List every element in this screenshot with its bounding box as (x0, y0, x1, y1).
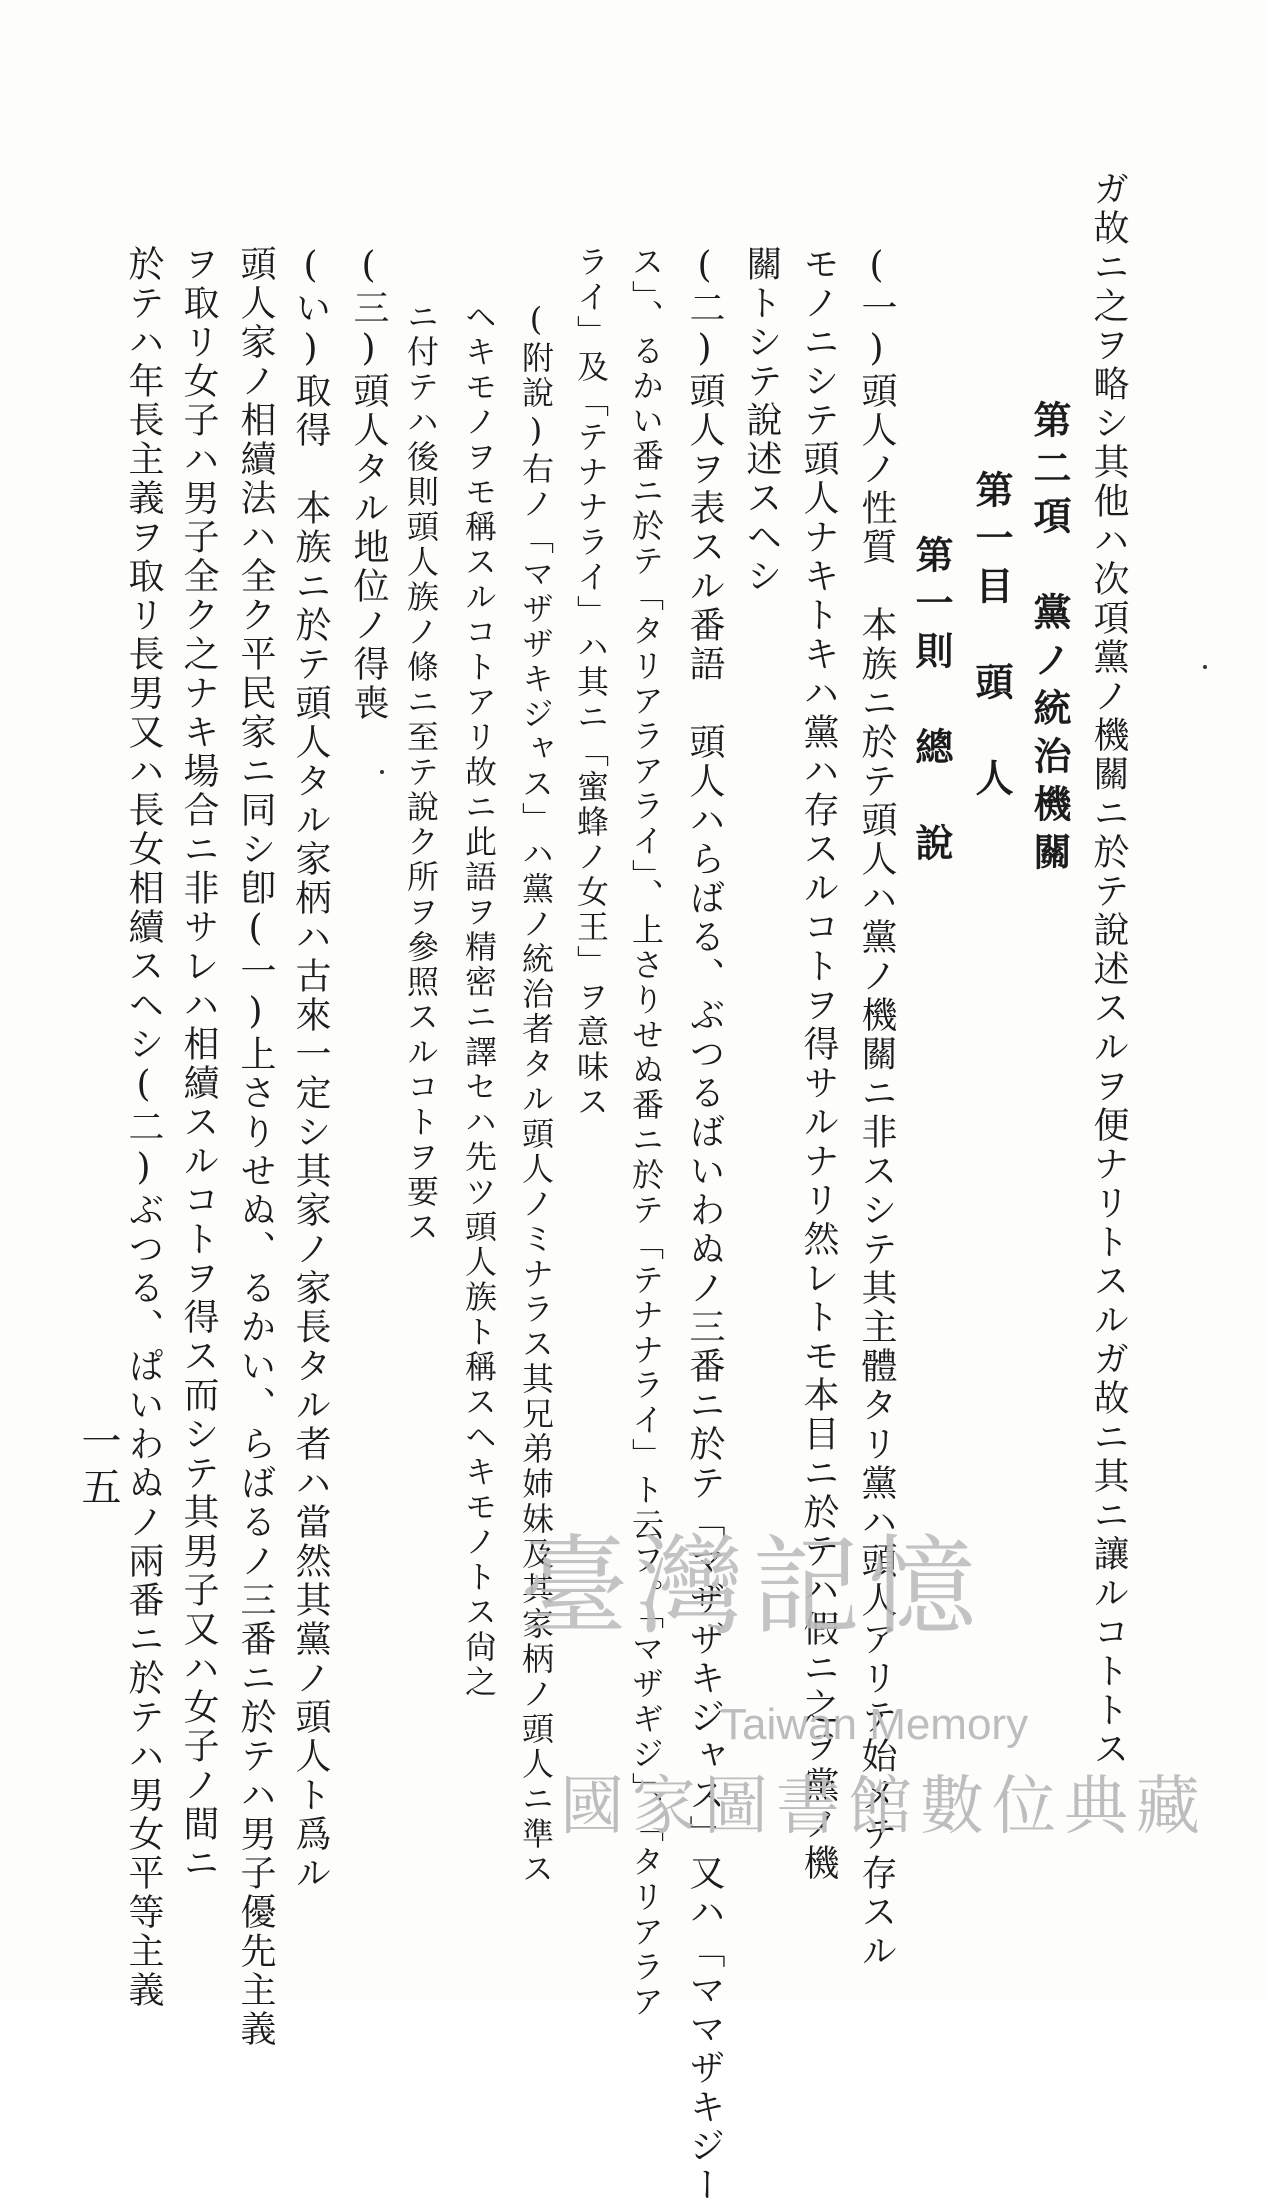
text-column-18: 於テハ年長主義ヲ取リ長男又ハ長女相續スヘシ(二)ぶつる、ぱいわぬノ兩番ニ於テハ男女平等主義 (123, 245, 164, 2010)
section-heading-rule: 第一則 總 說 (909, 535, 954, 871)
text-column-15: (い)取得 本族ニ於テ頭人タル家柄ハ古來一定シ其家ノ家長タル者ハ當然其黨ノ頭人ト爲ル (290, 245, 331, 1893)
print-speck (1203, 665, 1207, 669)
text-column-12: ヘキモノヲモ稱スルコトアリ故ニ此語ヲ精密ニ譯セハ先ツ頭人族ト稱スヘキモノトス尙之 (460, 300, 498, 1700)
text-column-6: モノニシテ頭人ナキトキハ黨ハ存スルコトヲ得サルナリ然レトモ本目ニ於テハ假ニ之ヲ黨ノ機 (798, 245, 839, 1883)
text-column-10: ライ」及「テナナライ」ハ其ニ「蜜蜂ノ女王」ヲ意味ス (572, 245, 610, 1120)
watermark-title: 臺灣記憶 (520, 1525, 985, 1650)
print-speck (380, 770, 384, 774)
text-column-16: 頭人家ノ相續法ハ全ク平民家ニ同シ卽(一)上さりせぬ、るかい、らばるノ三番ニ於テハ男子優先主義 (235, 245, 276, 2049)
watermark-library: 國家圖書館數位典藏 (560, 1770, 1208, 1844)
text-column-1: ガ故ニ之ヲ略シ其他ハ次項黨ノ機關ニ於テ說述スルヲ便ナリトスルガ故ニ其ニ讓ルコトトス (1088, 170, 1129, 1769)
text-column-14: (三)頭人タル地位ノ得喪 (348, 245, 389, 723)
text-column-9: ス」、るかい番ニ於テ「タリアラアライ」、上さりせぬ番ニ於テ「テナナライ」ト云フ。「マザギジ」、「タリアラア (627, 245, 665, 2020)
section-heading-chapter: 第一目 頭 人 (969, 470, 1014, 806)
text-column-7: 關トシテ說述スヘシ (741, 245, 782, 596)
text-column-17: ヲ取リ女子ハ男子全ク之ナキ場合ニ非サレハ相續スルコトヲ得ス而シテ其男子又ハ女子ノ間ニ (178, 245, 219, 1883)
page-number: 一五 (75, 1420, 121, 1512)
text-column-13: ニ付テハ後則頭人族ノ條ニ至テ說ク所ヲ參照スルコトヲ要ス (402, 300, 440, 1245)
section-heading-item: 第二項 黨ノ統治機關 (1027, 400, 1072, 880)
watermark-subtitle: Taiwan Memory (720, 1700, 1029, 1749)
text-column-5: (一)頭人ノ性質 本族ニ於テ頭人ハ黨ノ機關ニ非スシテ其主體タリ黨ハ頭人アリテ始メテ存スル (856, 245, 897, 1971)
text-column-11: (附說)右ノ「マザザキジャス」ハ黨ノ統治者タル頭人ノミナラス其兄弟姉妹及其家柄ノ頭人ニ準ス (517, 300, 555, 1887)
text-column-8: (二)頭人ヲ表スル番語 頭人ハらばる、ぶつるばいわぬノ三番ニ於テ「マザザキジャス」又ハ「ママザキジー (684, 245, 725, 2205)
